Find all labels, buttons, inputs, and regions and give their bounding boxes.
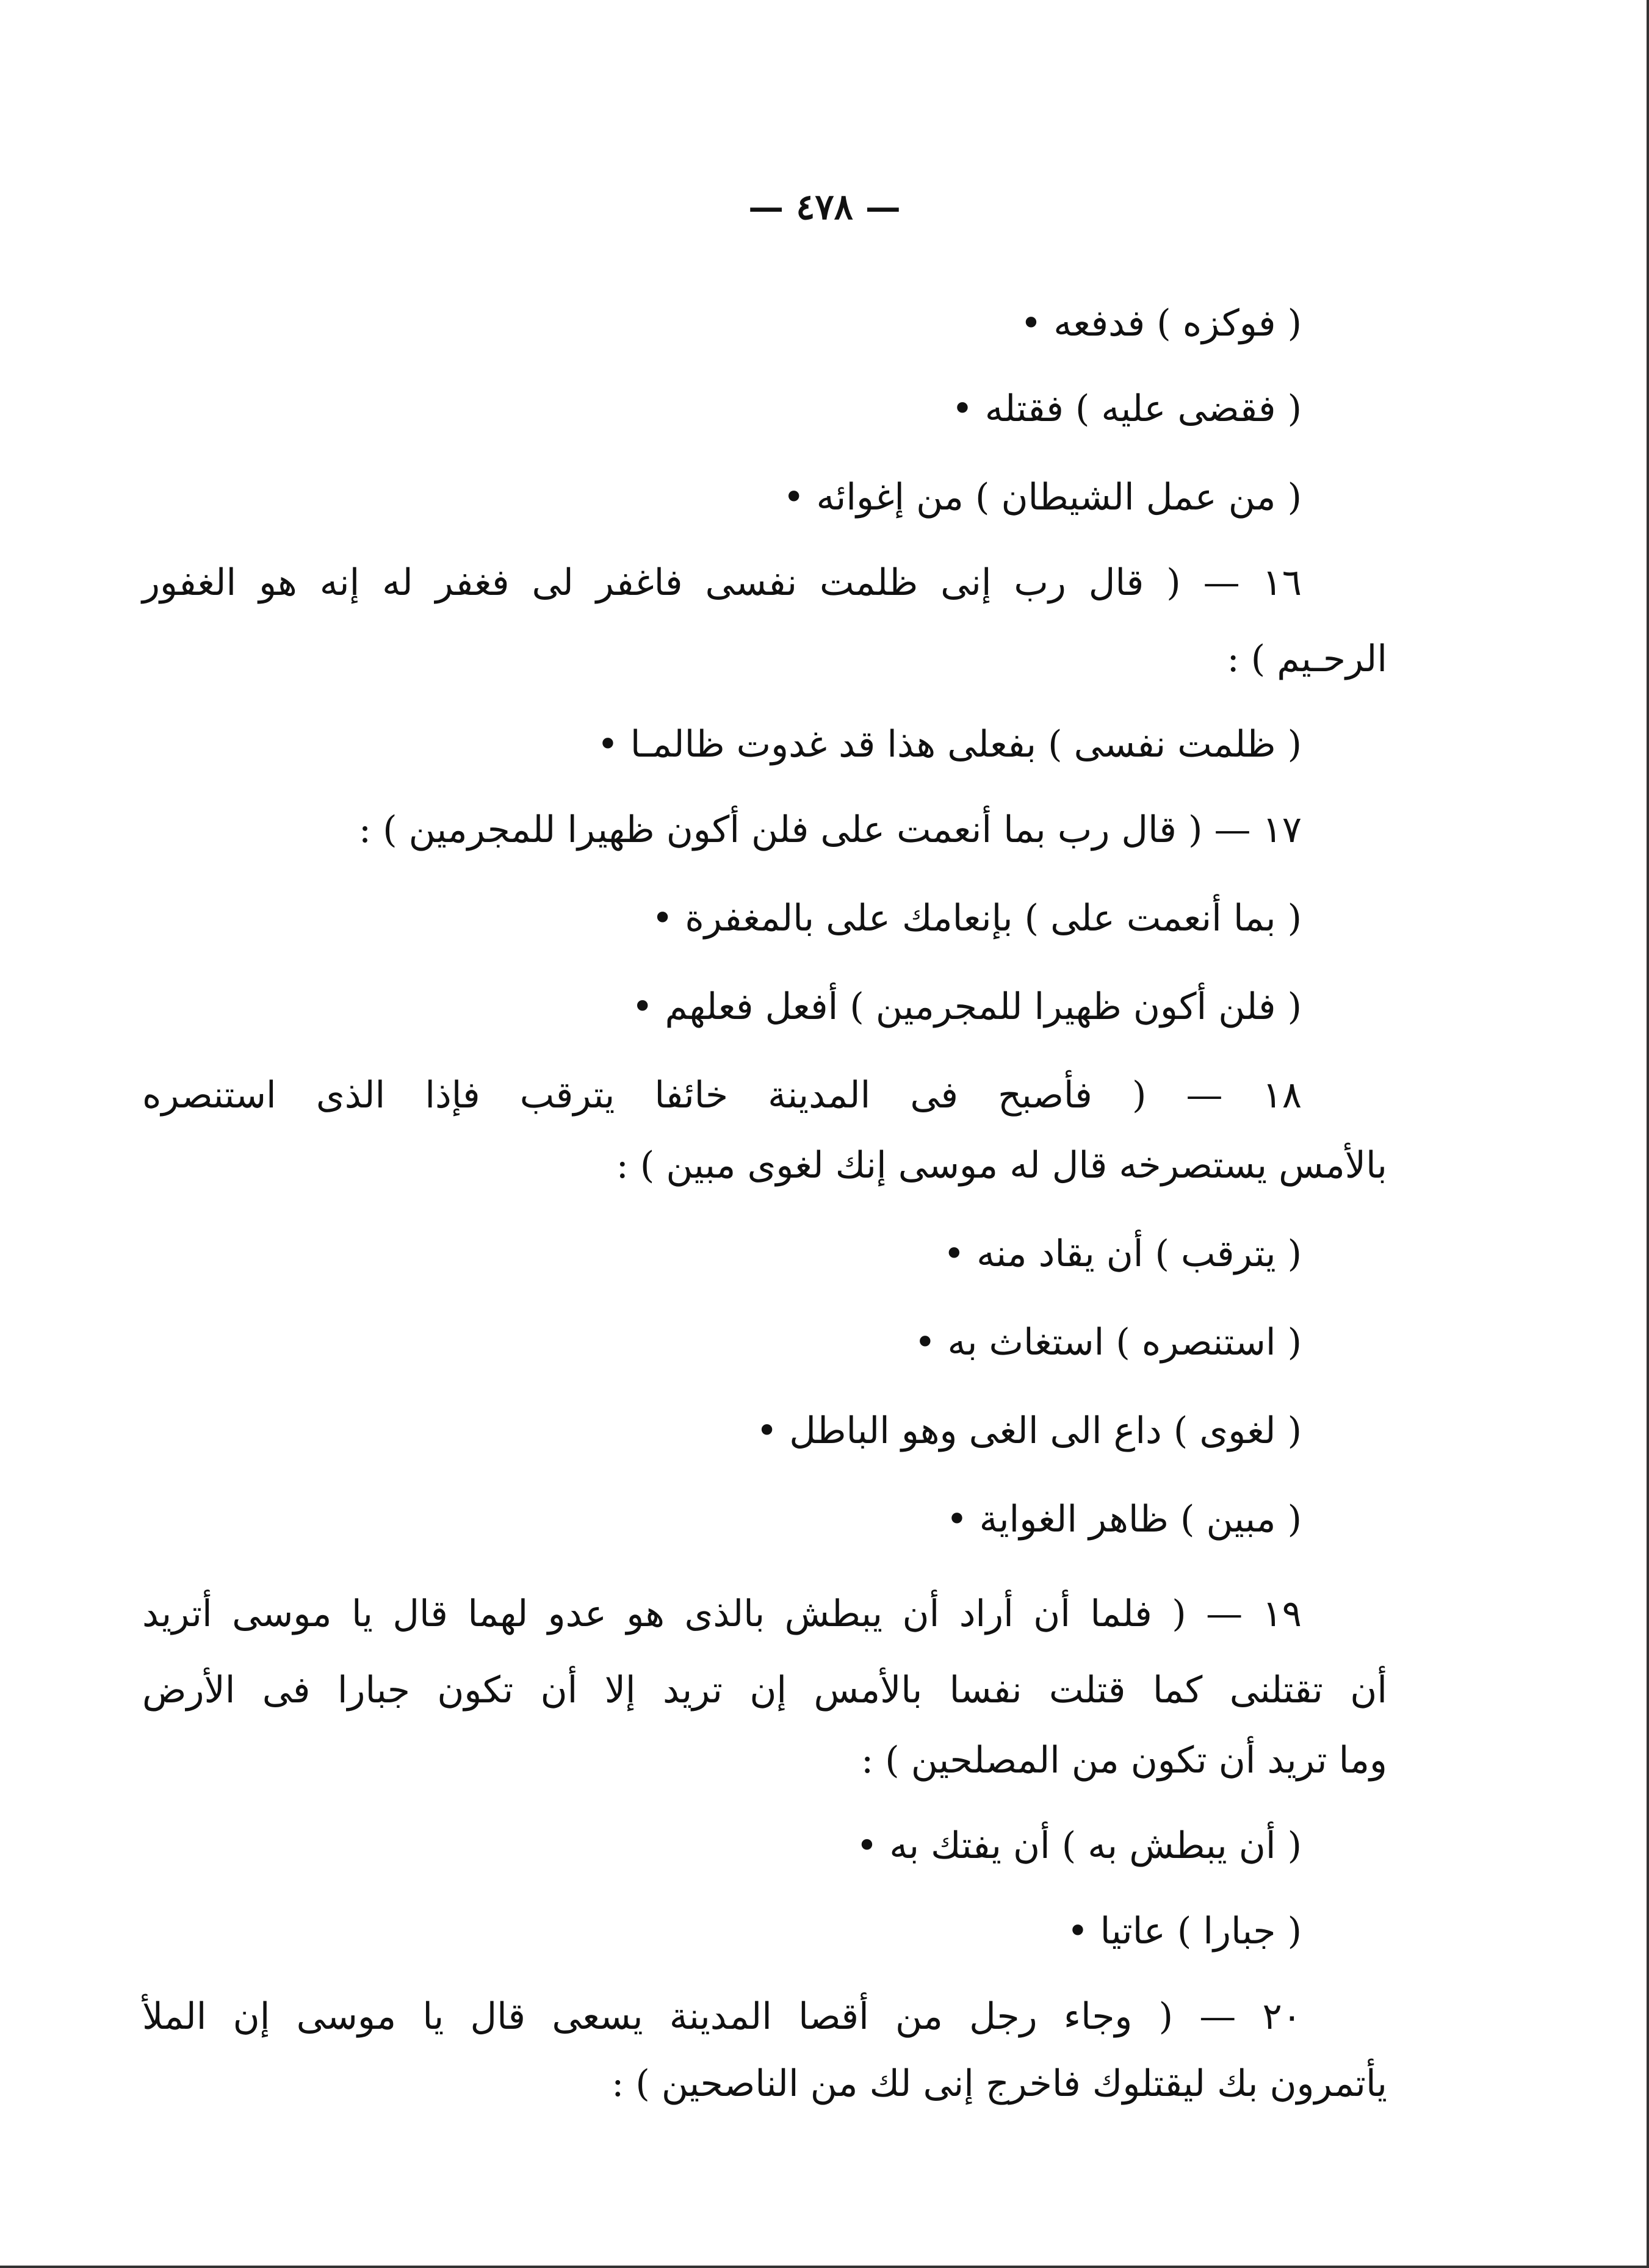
verse-line: ١٩ — ( فلما أن أراد أن يبطش بالذى هو عدو لهما قال يا موسى أتريد [142,1593,1302,1635]
verse-continuation-line: وما تريد أن تكون من المصلحين ) : [861,1739,1387,1782]
gloss-line: ( مبين ) ظاهر الغواية • [946,1498,1302,1541]
verse-line: ١٧ — ( قال رب بما أنعمت على فلن أكون ظهيرا للمجرمين ) : [358,808,1302,851]
page-number: — ٤٧٨ — [748,186,901,228]
verse-line: ١٦ — ( قال رب إنى ظلمت نفسى فاغفر لى فغفر له إنه هو الغفور [142,561,1302,604]
gloss-line: ( لغوى ) داع الى الغى وهو الباطل • [756,1409,1302,1452]
gloss-line: ( فوكزه ) فدفعه • [1020,302,1302,345]
gloss-line: ( فقضى عليه ) فقتله • [951,387,1302,430]
gloss-line: ( بما أنعمت على ) بإنعامك على بالمغفرة • [651,897,1302,940]
gloss-line: ( يترقب ) أن يقاد منه • [943,1233,1302,1275]
gloss-line: ( فلن أكون ظهيرا للمجرمين ) أفعل فعلهم • [632,985,1302,1028]
verse-line: ٢٠ — ( وجاء رجل من أقصا المدينة يسعى قال يا موسى إن الملأ [142,1995,1302,2038]
verse-continuation-line: الرحـيم ) : [1227,638,1387,680]
gloss-line: ( أن يبطش به ) أن يفتك به • [856,1824,1302,1867]
verse-line: ١٨ — ( فأصبح فى المدينة خائفا يترقب فإذا الذى استنصره [142,1074,1302,1117]
gloss-line: ( ظلمت نفسى ) بفعلى هذا قد غدوت ظالمـا • [597,723,1302,766]
gloss-line: ( من عمل الشيطان ) من إغوائه • [783,476,1302,519]
verse-continuation-line: يأتمرون بك ليقتلوك فاخرج إنى لك من الناصحين ) : [612,2062,1387,2105]
gloss-line: ( جبارا ) عاتيا • [1067,1910,1302,1953]
gloss-line: ( استنصره ) استغاث به • [914,1321,1302,1364]
verse-continuation-line: بالأمس يستصرخه قال له موسى إنك لغوى مبين ) : [616,1144,1387,1187]
verse-continuation-line: أن تقتلنى كما قتلت نفسا بالأمس إن تريد إلا أن تكون جبارا فى الأرض [142,1669,1387,1712]
